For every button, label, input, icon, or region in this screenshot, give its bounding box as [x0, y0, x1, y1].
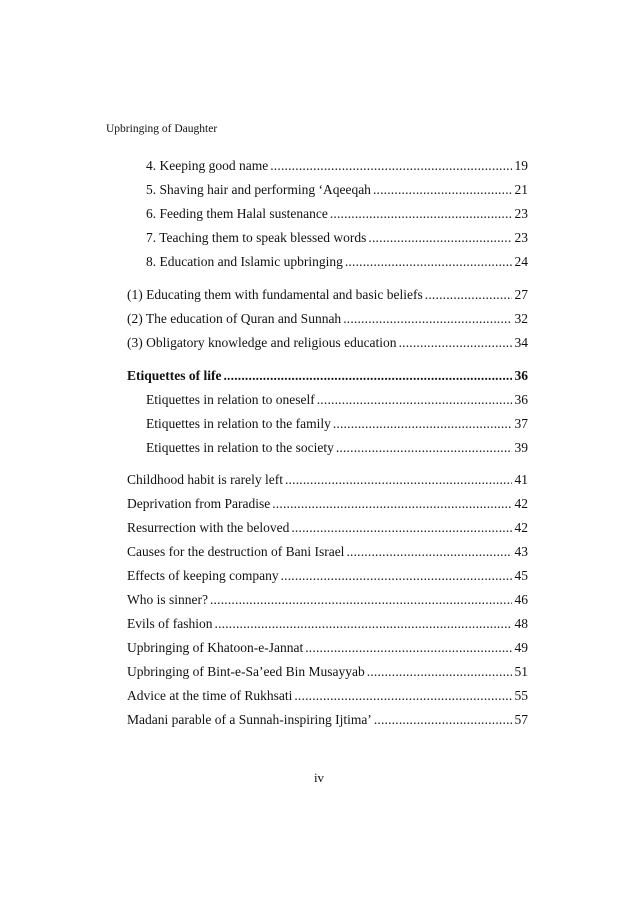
toc-entry — [146, 229, 528, 247]
toc-entry-page: 32 — [514, 311, 528, 326]
toc-entry-page: 55 — [514, 688, 528, 703]
dot-leader — [215, 615, 512, 633]
dot-leader — [333, 415, 512, 433]
toc-entry-title: Etiquettes in relation to oneself — [146, 392, 315, 407]
dot-leader — [291, 519, 511, 537]
toc-entry-title: 5. Shaving hair and performing ‘Aqeeqah — [146, 182, 371, 197]
toc-entry — [146, 157, 528, 175]
dot-leader — [223, 367, 511, 385]
toc-entry-title: 6. Feeding them Halal sustenance — [146, 206, 328, 221]
toc-entry — [127, 663, 528, 681]
toc-entry — [127, 310, 528, 328]
toc-entry — [127, 615, 528, 633]
toc-entry-title: (3) Obligatory knowledge and religious education — [127, 335, 397, 350]
toc-entry — [127, 495, 528, 513]
toc-entry-title: (2) The education of Quran and Sunnah — [127, 311, 342, 326]
dot-leader — [343, 310, 511, 328]
toc-entry — [127, 334, 528, 352]
toc-entry-page: 36 — [514, 392, 528, 407]
dot-leader — [294, 687, 511, 705]
toc-entry — [146, 253, 528, 271]
toc-entry-page: 49 — [514, 640, 528, 655]
toc-entry-title: 8. Education and Islamic upbringing — [146, 254, 343, 269]
toc-entry — [127, 687, 528, 705]
toc-entry — [127, 591, 528, 609]
toc-entry-page: 23 — [514, 230, 528, 245]
toc-entry — [127, 567, 528, 585]
dot-leader — [336, 439, 512, 457]
toc-entry-page: 34 — [514, 335, 528, 350]
toc-entry-page: 23 — [514, 206, 528, 221]
dot-leader — [285, 471, 512, 489]
toc-entry-page: 42 — [514, 496, 528, 511]
running-header: Upbringing of Daughter — [106, 123, 218, 135]
toc-entry-title: 4. Keeping good name — [146, 158, 269, 173]
toc-entry-page: 21 — [514, 182, 528, 197]
toc-entry-page: 46 — [514, 592, 528, 607]
toc-entry — [127, 286, 528, 304]
dot-leader — [345, 253, 512, 271]
page-number: iv — [313, 770, 325, 785]
toc-entry-page: 51 — [514, 664, 528, 679]
dot-leader — [305, 639, 511, 657]
toc-entry-page: 41 — [514, 472, 528, 487]
toc-entry-title: 7. Teaching them to speak blessed words — [146, 230, 367, 245]
toc-entry-title: Upbringing of Bint-e-Sa’eed Bin Musayyab — [127, 664, 365, 679]
toc-entry — [146, 205, 528, 223]
toc-entry — [127, 543, 528, 561]
toc-entry-title: Etiquettes in relation to the family — [146, 416, 331, 431]
toc-entry-page: 36 — [514, 368, 528, 383]
toc-entry-page: 37 — [514, 416, 528, 431]
dot-leader — [374, 711, 512, 729]
toc-entry-title: Upbringing of Khatoon-e-Jannat — [127, 640, 304, 655]
dot-leader — [210, 591, 512, 609]
dot-leader — [373, 181, 512, 199]
toc-entry — [146, 439, 528, 457]
dot-leader — [425, 286, 512, 304]
toc-entry — [146, 415, 528, 433]
dot-leader — [367, 663, 512, 681]
dot-leader — [317, 391, 512, 409]
toc-entry-page: 43 — [514, 544, 528, 559]
dot-leader — [346, 543, 511, 561]
toc-entry-title: (1) Educating them with fundamental and basic beliefs — [127, 287, 423, 302]
toc-entry-title: Evils of fashion — [127, 616, 213, 631]
toc-entry-page: 39 — [514, 440, 528, 455]
toc-section-heading — [127, 367, 528, 385]
toc-entry-title: Resurrection with the beloved — [127, 520, 290, 535]
toc-entry-page: 45 — [514, 568, 528, 583]
dot-leader — [330, 205, 512, 223]
toc-entry-page: 57 — [514, 712, 528, 727]
toc-entry-page: 48 — [514, 616, 528, 631]
toc-entry — [127, 711, 528, 729]
dot-leader — [270, 157, 511, 175]
toc-entry-title: Deprivation from Paradise — [127, 496, 271, 511]
toc-entry-title: Who is sinner? — [127, 592, 208, 607]
toc-entry-title: Effects of keeping company — [127, 568, 279, 583]
toc-entry-title: Etiquettes of life — [127, 368, 222, 383]
toc-entry-page: 24 — [514, 254, 528, 269]
dot-leader — [281, 567, 512, 585]
dot-leader — [272, 495, 511, 513]
dot-leader — [368, 229, 511, 247]
toc-entry-page: 27 — [514, 287, 528, 302]
dot-leader — [399, 334, 512, 352]
toc-entry-title: Childhood habit is rarely left — [127, 472, 283, 487]
toc-entry — [146, 181, 528, 199]
toc-entry — [127, 519, 528, 537]
toc-entry-title: Madani parable of a Sunnah-inspiring Ijtima’ — [127, 712, 372, 727]
toc-entry-page: 42 — [514, 520, 528, 535]
toc-entry — [146, 391, 528, 409]
toc-entry-page: 19 — [514, 158, 528, 173]
toc-entry-title: Advice at the time of Rukhsati — [127, 688, 293, 703]
toc-entry — [127, 639, 528, 657]
toc-entry-title: Causes for the destruction of Bani Israel — [127, 544, 345, 559]
toc-entry — [127, 471, 528, 489]
toc-entry-title: Etiquettes in relation to the society — [146, 440, 334, 455]
